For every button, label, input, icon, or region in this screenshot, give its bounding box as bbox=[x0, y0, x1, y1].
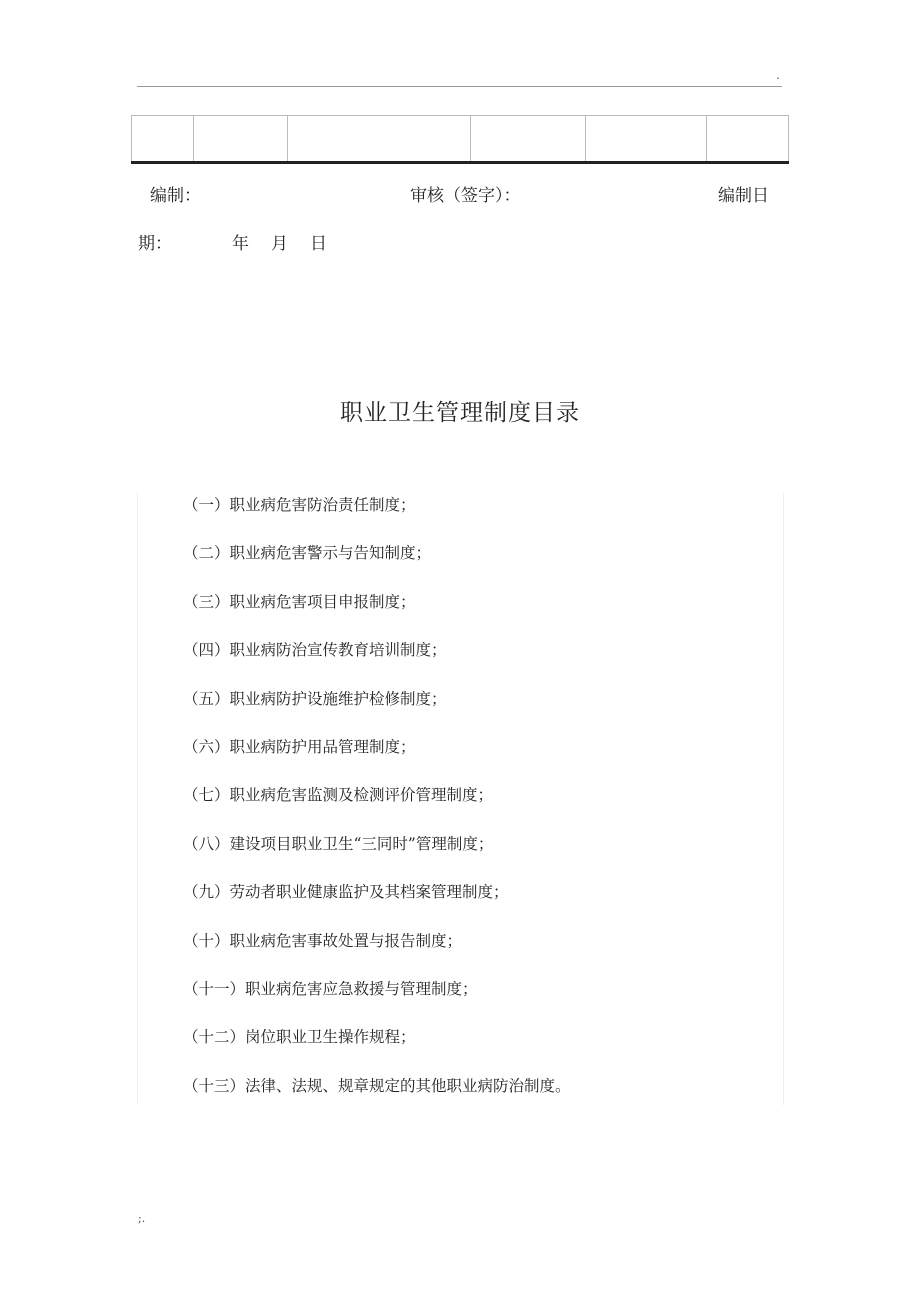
toc-item: （七）职业病危害监测及检测评价管理制度； bbox=[183, 786, 494, 805]
toc-item: （九）劳动者职业健康监护及其档案管理制度； bbox=[183, 883, 509, 902]
toc-item: （一）职业病危害防治责任制度； bbox=[183, 496, 416, 514]
date-label-part1: 编制日 bbox=[718, 186, 769, 206]
toc-item: （五）职业病防护设施维护检修制度； bbox=[183, 689, 447, 708]
footer-mark: ;. bbox=[138, 1212, 146, 1225]
date-line bbox=[138, 229, 327, 254]
table-cell bbox=[707, 116, 789, 163]
document-title: 职业卫生管理制度目录 bbox=[340, 400, 580, 426]
toc-list bbox=[183, 493, 571, 1122]
toc-item: （三）职业病危害项目申报制度； bbox=[183, 592, 416, 611]
signature-table bbox=[131, 115, 789, 164]
day-label: 日 bbox=[310, 234, 327, 254]
table-cell bbox=[471, 116, 586, 163]
header-mark: . bbox=[776, 68, 780, 82]
reviewer-label: 审核（签字）： bbox=[410, 186, 521, 206]
toc-box bbox=[137, 493, 784, 1105]
signature-table-row bbox=[132, 116, 789, 163]
toc-item: （四）职业病防治宣传教育培训制度； bbox=[183, 641, 447, 660]
table-cell bbox=[586, 116, 707, 163]
compiler-label: 编制： bbox=[150, 186, 201, 206]
table-cell bbox=[288, 116, 471, 163]
month-label: 月 bbox=[271, 234, 288, 254]
date-label-part2: 期： bbox=[138, 234, 172, 254]
toc-item: （六）职业病防护用品管理制度； bbox=[183, 737, 416, 756]
year-label: 年 bbox=[232, 234, 249, 254]
toc-item: （十二）岗位职业卫生操作规程； bbox=[183, 1028, 416, 1047]
toc-item: （十一）职业病危害应急救援与管理制度； bbox=[183, 979, 478, 998]
table-cell bbox=[194, 116, 288, 163]
toc-item: （十）职业病危害事故处置与报告制度； bbox=[183, 931, 463, 950]
toc-item: （二）职业病危害警示与告知制度； bbox=[183, 544, 432, 563]
table-cell bbox=[132, 116, 194, 163]
header-rule bbox=[137, 86, 782, 87]
toc-item: （八）建设项目职业卫生“三同时”管理制度； bbox=[183, 834, 494, 853]
toc-item: （十三）法律、法规、规章规定的其他职业病防治制度。 bbox=[183, 1076, 571, 1095]
